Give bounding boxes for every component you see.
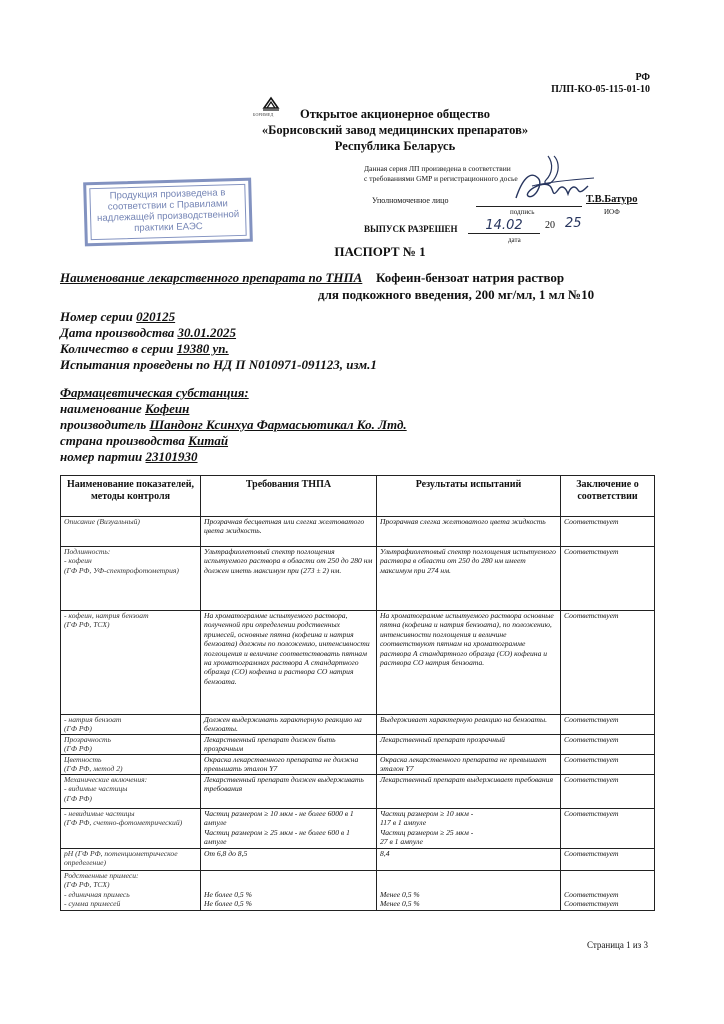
cell-result: 8,4 <box>377 848 561 870</box>
gmp-stamp <box>83 178 253 247</box>
cell-indicator: Прозрачность (ГФ РФ) <box>61 735 201 755</box>
cell-requirement: На хроматограмме испытуемого раствора, полученной при определении родственных примесей, основные пятна (кофеина и натрия бензоата) должны по положению, интенсивности поглощения и величине соответствовать пятнам на хроматограммах раствора А стандартного образца (СО) кофеина и раствора СО натрия бензоата. <box>201 611 377 715</box>
series-label: Номер серии <box>60 309 133 324</box>
table-row <box>61 808 655 848</box>
testing-standard: Испытания проведены по НД П N010971-091123, изм.1 <box>60 357 377 372</box>
gmp-stamp-text <box>89 184 246 240</box>
cell-conclusion: Соответствует <box>561 754 655 774</box>
cell-indicator: Цветность (ГФ РФ, метод 2) <box>61 754 201 774</box>
document-code <box>551 72 650 96</box>
header-requirements: Требования ТНПА <box>201 476 377 517</box>
table-row <box>61 517 655 547</box>
cell-indicator: Подлинность: - кофеин (ГФ РФ, УФ-спектрофотометрия) <box>61 547 201 611</box>
cell-indicator: - невидимые частицы (ГФ РФ, счетно-фотометрический) <box>61 808 201 848</box>
substance-name-label: наименование <box>60 401 142 416</box>
cell-conclusion: Соответствует <box>561 547 655 611</box>
table-row <box>61 611 655 715</box>
cell-result: На хроматограмме испытуемого раствора основные пятна (кофеина и натрия бензоата), по положению, интенсивности поглощения и величине соответствуют пятнам на хроматограмме раствора А стандартного образца (СО) кофеина и раствора СО натрия бензоата. <box>377 611 561 715</box>
table-body <box>61 517 655 911</box>
cell-conclusion: Соответствует <box>561 611 655 715</box>
header-conclusion: Заключение о соответствии <box>561 476 655 517</box>
substance-country <box>60 433 228 449</box>
batch-series <box>60 309 175 325</box>
company-name <box>200 106 590 154</box>
cell-conclusion: Соответствует <box>561 735 655 755</box>
substance-batch-value: 23101930 <box>145 449 198 464</box>
country-label: страна производства <box>60 433 185 448</box>
series-value: 020125 <box>136 309 176 324</box>
manufacturer-value: Шандонг Ксинхуа Фармасьютикал Ко. Лтд. <box>149 417 407 432</box>
cell-result: Выдерживает характерную реакцию на бензоаты. <box>377 715 561 735</box>
substance-name-value: Кофеин <box>145 401 190 416</box>
cell-indicator: - кофеин, натрия бензоат (ГФ РФ, ТСХ) <box>61 611 201 715</box>
cell-conclusion: Соответствует <box>561 715 655 735</box>
cell-requirement: Лекарственный препарат должен выдерживать требования <box>201 774 377 808</box>
quantity-label: Количество в серии <box>60 341 174 356</box>
cell-indicator: Родственные примеси: (ГФ РФ, ТСХ) - единичная примесь - сумма примесей <box>61 870 201 910</box>
release-line-1: Данная серия ЛП произведена в соответствии <box>364 164 511 173</box>
stamp-line: практики ЕАЭС <box>134 221 203 234</box>
table-row <box>61 715 655 735</box>
stamp-line: надлежащей производственной <box>96 209 240 224</box>
date-caption: дата <box>508 236 521 244</box>
release-year-handwritten: 25 <box>565 216 582 231</box>
header-results: Результаты испытаний <box>377 476 561 517</box>
substance-name <box>60 401 189 417</box>
substance-manufacturer <box>60 417 407 433</box>
table-row <box>61 774 655 808</box>
rf-mark: РФ <box>635 72 650 83</box>
cell-requirement: Частиц размером ≥ 10 мкм - не более 6000 в 1 ампуле Частиц размером ≥ 25 мкм - не более 600 в 1 ампуле <box>201 808 377 848</box>
passport-title: ПАСПОРТ № 1 <box>334 244 426 259</box>
cell-result: Менее 0,5 % Менее 0,5 % <box>377 870 561 910</box>
production-date <box>60 325 236 341</box>
table-row <box>61 848 655 870</box>
cell-indicator: - натрия бензоат (ГФ РФ) <box>61 715 201 735</box>
cell-result: Ультрафиолетовый спектр поглощения испытуемого раствора в области от 250 до 280 нм имеет максимум при 274 нм. <box>377 547 561 611</box>
substance-batch-label: номер партии <box>60 449 143 464</box>
company-line-3: Республика Беларусь <box>334 139 456 153</box>
doc-code: ПЛП-КО-05-115-01-10 <box>551 84 650 95</box>
release-date-handwritten: 14.02 <box>468 218 540 234</box>
cell-requirement: Окраска лекарственного препарата не должна превышать эталон Y7 <box>201 754 377 774</box>
cell-requirement: Прозрачная бесцветная или слегка желтоватого цвета жидкость. <box>201 517 377 547</box>
table-row <box>61 870 655 910</box>
release-year-prefix: 20 <box>545 220 555 231</box>
production-date-value: 30.01.2025 <box>177 325 237 340</box>
batch-quantity <box>60 341 229 357</box>
header-indicators: Наименование показателей, методы контроля <box>61 476 201 517</box>
product-name-line-2: для подкожного введения, 200 мг/мл, 1 мл №10 <box>318 287 595 302</box>
authorized-person-name: Т.В.Батуро <box>586 194 638 205</box>
table-row <box>61 547 655 611</box>
production-date-label: Дата производства <box>60 325 175 340</box>
release-approved-label: ВЫПУСК РАЗРЕШЕН <box>364 224 458 234</box>
test-results-table <box>60 475 655 911</box>
cell-result: Лекарственный препарат выдерживает требования <box>377 774 561 808</box>
page-number: Страница 1 из 3 <box>587 940 648 950</box>
cell-requirement: Не более 0,5 % Не более 0,5 % <box>201 870 377 910</box>
cell-result: Прозрачная слегка желтоватого цвета жидкость <box>377 517 561 547</box>
cell-result: Лекарственный препарат прозрачный <box>377 735 561 755</box>
quantity-value: 19380 уп. <box>176 341 229 356</box>
cell-conclusion: Соответствует <box>561 774 655 808</box>
cell-conclusion: Соответствует <box>561 808 655 848</box>
company-line-2: «Борисовский завод медицинских препаратов» <box>261 123 529 137</box>
cell-requirement: Ультрафиолетовый спектр поглощения испытуемого раствора в области от 250 до 280 нм должен иметь максимум при (273 ± 2) нм. <box>201 547 377 611</box>
substance-batch <box>60 449 198 465</box>
substance-title: Фармацевтическая субстанция: <box>60 385 249 400</box>
signature-line <box>476 206 582 207</box>
product-name-label: Наименование лекарственного препарата по ТНПА <box>60 270 363 285</box>
cell-indicator: Механические включения: - видимые частицы (ГФ РФ) <box>61 774 201 808</box>
signature-caption: подпись <box>510 208 535 216</box>
authorized-person-label: Уполномоченное лицо <box>372 196 449 205</box>
logo-caption: БОРИМЕД <box>253 112 274 117</box>
product-name-line-1: Кофеин-бензоат натрия раствор <box>376 270 565 285</box>
table-row <box>61 735 655 755</box>
stamp-line: соответствии с Правилами <box>107 198 228 213</box>
country-value: Китай <box>188 433 229 448</box>
release-line-2: с требованиями GMP и регистрационного досье <box>364 174 518 183</box>
company-line-1: Открытое акционерное общество <box>300 107 490 121</box>
name-caption: ИОФ <box>604 208 620 216</box>
cell-result: Частиц размером ≥ 10 мкм - 117 в 1 ампуле Частиц размером ≥ 25 мкм - 27 в 1 ампуле <box>377 808 561 848</box>
stamp-line: Продукция произведена в <box>109 187 226 202</box>
cell-requirement: Лекарственный препарат должен быть прозрачным <box>201 735 377 755</box>
cell-requirement: Должен выдерживать характерную реакцию на бензоаты. <box>201 715 377 735</box>
manufacturer-label: производитель <box>60 417 147 432</box>
cell-conclusion: Соответствует <box>561 517 655 547</box>
cell-conclusion: Соответствует Соответствует <box>561 870 655 910</box>
cell-indicator: pH (ГФ РФ, потенциометрическое определение) <box>61 848 201 870</box>
cell-conclusion: Соответствует <box>561 848 655 870</box>
table-row <box>61 754 655 774</box>
table-header-row <box>61 476 655 517</box>
cell-requirement: От 6,8 до 8,5 <box>201 848 377 870</box>
cell-indicator: Описание (Визуальный) <box>61 517 201 547</box>
cell-result: Окраска лекарственного препарата не превышает эталон Y7 <box>377 754 561 774</box>
